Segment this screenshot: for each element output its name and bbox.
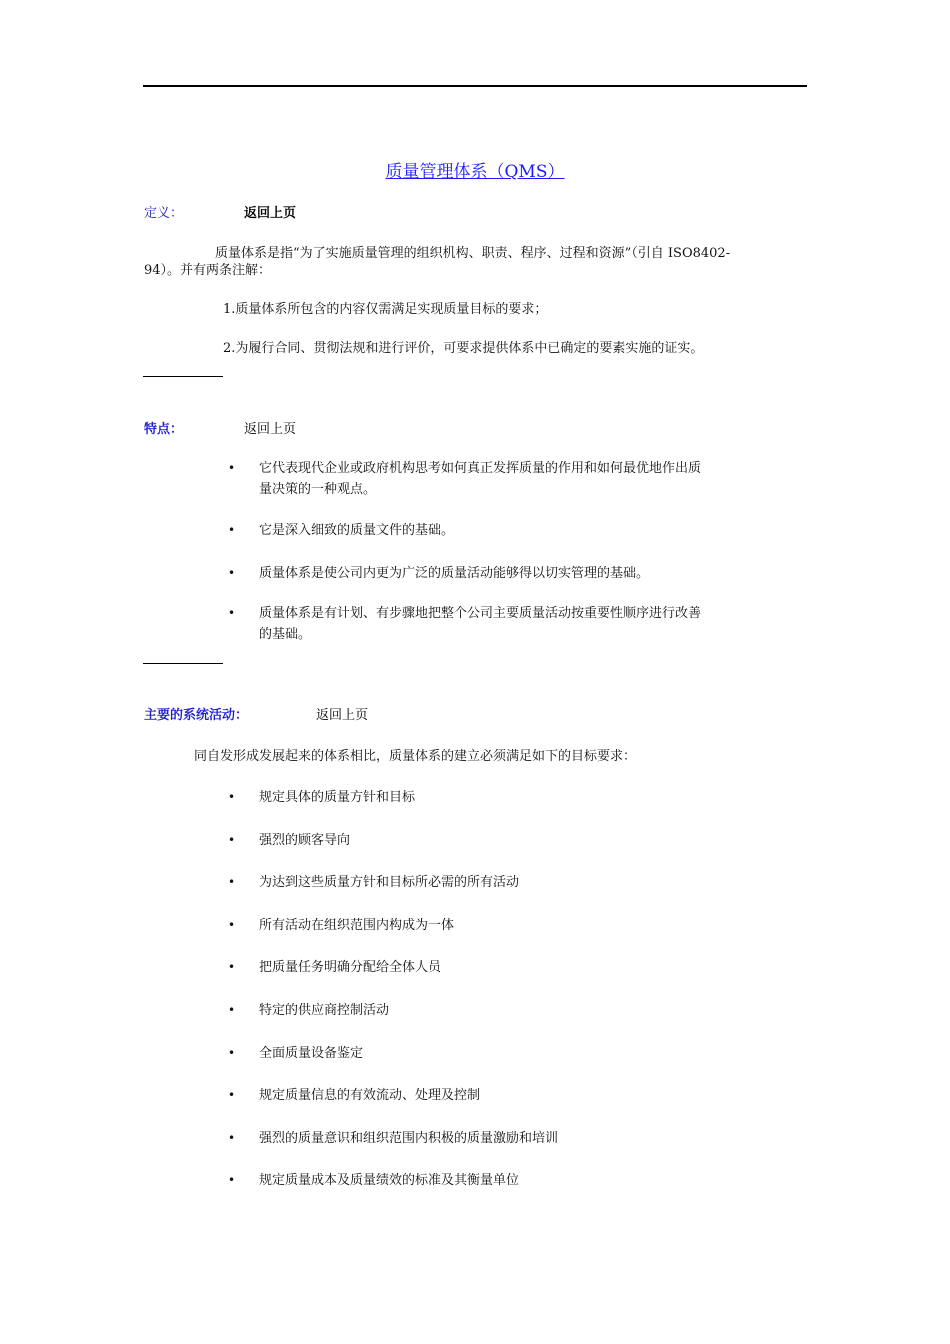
bullet-icon: •: [228, 606, 236, 620]
activity-item-text: 规定具体的质量方针和目标: [259, 790, 416, 805]
bullet-icon: •: [228, 1003, 236, 1017]
activities-label: 主要的系统活动：: [144, 708, 249, 723]
feature-item-line2: 的基础。: [259, 627, 312, 642]
top-divider: [143, 85, 807, 87]
bullet-icon: •: [228, 1173, 236, 1187]
feature-item-line1: 它代表现代企业或政府机构思考如何真正发挥质量的作用和如何最优地作出质: [259, 461, 702, 476]
feature-item-line2: 量决策的一种观点。: [259, 482, 377, 497]
activity-item-text: 强烈的顾客导向: [259, 833, 351, 848]
bullet-icon: •: [228, 1046, 236, 1060]
activity-item: [228, 1085, 758, 1106]
section-divider-1: [143, 376, 223, 377]
definition-note-1: 1.质量体系所包含的内容仅需满足实现质量目标的要求；: [223, 302, 548, 317]
definition-text-line2: 94）。并有两条注解：: [144, 263, 272, 278]
back-link-features[interactable]: 返回上页: [244, 422, 297, 437]
activity-item-text: 特定的供应商控制活动: [259, 1003, 390, 1018]
bullet-icon: •: [228, 461, 236, 475]
activities-intro: 同自发形成发展起来的体系相比，质量体系的建立必须满足如下的目标要求：: [194, 749, 637, 764]
activity-item-text: 规定质量成本及质量绩效的标准及其衡量单位: [259, 1173, 520, 1188]
feature-item: [228, 520, 758, 541]
activity-item: [228, 1170, 758, 1191]
back-link-definition[interactable]: 返回上页: [244, 206, 297, 221]
activity-item: [228, 830, 758, 851]
feature-item-line1: 它是深入细致的质量文件的基础。: [259, 523, 455, 538]
bullet-icon: •: [228, 960, 236, 974]
activity-item-text: 所有活动在组织范围内构成为一体: [259, 918, 455, 933]
feature-item-line1: 质量体系是有计划、有步骤地把整个公司主要质量活动按重要性顺序进行改善: [259, 606, 702, 621]
activity-item-text: 强烈的质量意识和组织范围内积极的质量激励和培训: [259, 1131, 559, 1146]
bullet-icon: •: [228, 1131, 236, 1145]
bullet-icon: •: [228, 523, 236, 537]
feature-item: [228, 603, 758, 645]
bullet-icon: •: [228, 918, 236, 932]
activity-item: [228, 957, 758, 978]
bullet-icon: •: [228, 566, 236, 580]
features-label: 特点：: [144, 422, 184, 437]
bullet-icon: •: [228, 790, 236, 804]
bullet-icon: •: [228, 1088, 236, 1102]
activity-item-text: 规定质量信息的有效流动、处理及控制: [259, 1088, 481, 1103]
definition-note-2: 2.为履行合同、贯彻法规和进行评价，可要求提供体系中已确定的要素实施的证实。: [223, 341, 704, 356]
activity-item: [228, 872, 758, 893]
activity-item: [228, 915, 758, 936]
definition-label: 定义：: [144, 206, 184, 221]
bullet-icon: •: [228, 875, 236, 889]
activity-item-text: 全面质量设备鉴定: [259, 1046, 364, 1061]
feature-item: [228, 458, 758, 500]
activity-item: [228, 1043, 758, 1064]
section-divider-2: [143, 663, 223, 664]
activity-item: [228, 1000, 758, 1021]
bullet-icon: •: [228, 833, 236, 847]
feature-item-line1: 质量体系是使公司内更为广泛的质量活动能够得以切实管理的基础。: [259, 566, 650, 581]
back-link-activities[interactable]: 返回上页: [316, 708, 369, 723]
activity-item: [228, 1128, 758, 1149]
title-link[interactable]: 质量管理体系（QMS）: [385, 162, 565, 182]
activity-item-text: 为达到这些质量方针和目标所必需的所有活动: [259, 875, 520, 890]
activity-item-text: 把质量任务明确分配给全体人员: [259, 960, 442, 975]
definition-text-line1: 质量体系是指“为了实施质量管理的组织机构、职责、程序、过程和资源”（引自 ISO8402-: [215, 246, 731, 261]
page-title[interactable]: [0, 161, 950, 183]
activity-item: [228, 787, 758, 808]
feature-item: [228, 563, 758, 584]
